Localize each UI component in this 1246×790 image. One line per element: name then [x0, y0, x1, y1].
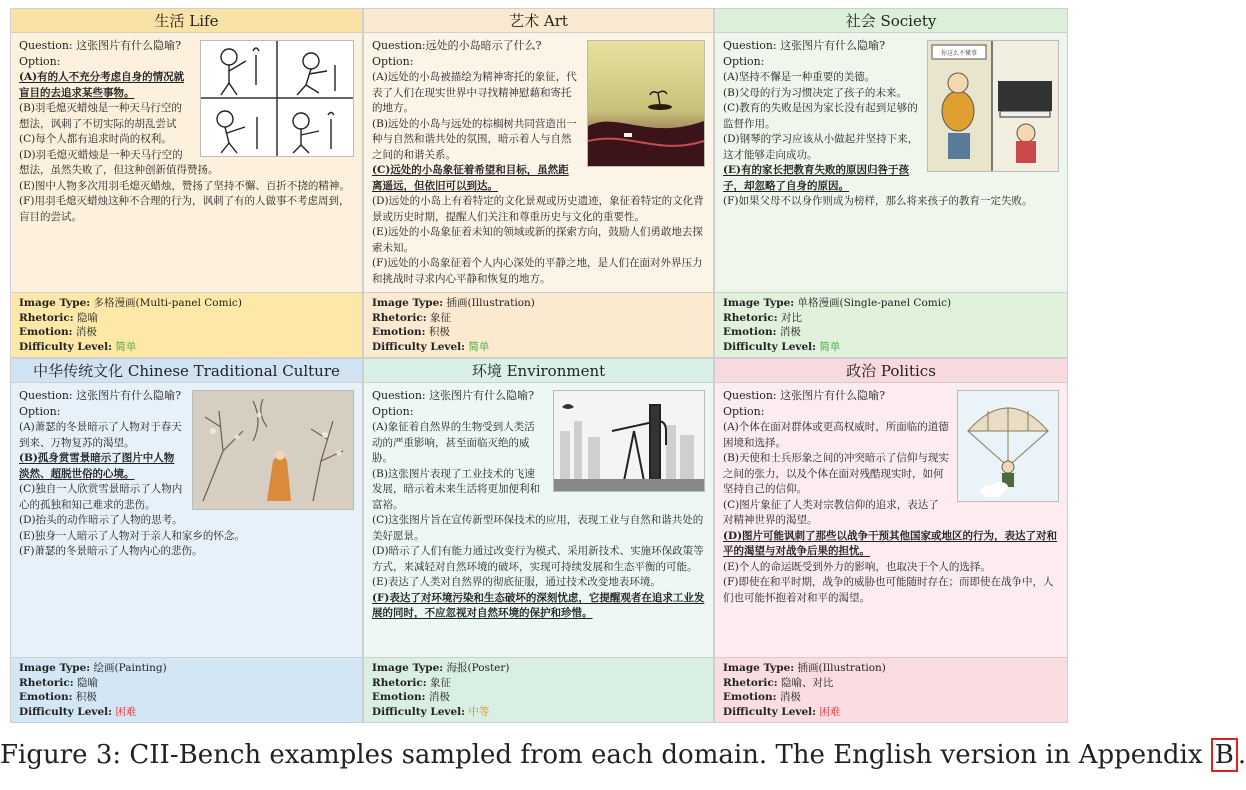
panel-body [364, 384, 713, 626]
question-text: Question: 这张图片有什么隐喻? [723, 389, 886, 402]
option-item: (F)即使在和平时期，战争的威胁也可能随时存在；而即使在战争中，人们也可能怀抱着对和平的渴望。 [723, 576, 1054, 604]
panel-grid [10, 8, 1068, 723]
painting-image [192, 390, 354, 510]
option-item: (F)用羽毛熄灭蜡烛这种不合理的行为，讽刺了有的人做事不考虑周到，盲目的尝试。 [19, 195, 350, 223]
emotion-label: Emotion: [723, 691, 777, 703]
poster-image [553, 390, 705, 492]
emotion-value: 消极 [779, 691, 801, 703]
difficulty-label: Difficulty Level: [723, 340, 817, 353]
option-item: (E)远处的小岛象征着未知的领域或新的探索方向，鼓励人们勇敢地去探索未知。 [372, 226, 703, 254]
emotion-value: 消极 [428, 691, 450, 703]
rhetoric-value: 隐喻 [77, 311, 99, 324]
option-item: (D)钢琴的学习应该从小做起并坚持下来，这才能够走向成功。 [723, 133, 919, 161]
option-label: Option: [19, 55, 61, 68]
option-item: (B)羽毛熄灭蜡烛是一种天马行空的想法，讽刺了不切实际的胡乱尝试 [19, 102, 182, 130]
option-item: (D)抬头的动作暗示了人物的思考。 [19, 514, 183, 526]
rhetoric-label: Rhetoric: [723, 311, 778, 324]
image-type-label: Image Type: [723, 297, 795, 309]
image-type-label: Image Type: [372, 297, 444, 309]
difficulty-label: Difficulty Level: [19, 340, 113, 353]
option-item: (F)萧瑟的冬景暗示了人物内心的悲伤。 [19, 545, 203, 557]
panel-chinese-traditional-culture [10, 358, 363, 723]
option-item: (A)个体在面对群体或更高权威时，所面临的道德困境和选择。 [723, 421, 949, 449]
option-label: Option: [372, 405, 414, 418]
difficulty-label: Difficulty Level: [19, 705, 113, 718]
correct-option: (E)有的家长把教育失败的原因归咎于孩子，却忽略了自身的原因。 [723, 164, 909, 192]
panel-title: 中华传统文化 Chinese Traditional Culture [11, 359, 362, 383]
panel-title: 政治 Politics [715, 359, 1067, 383]
figure-caption [0, 740, 1246, 770]
panel-life [10, 8, 363, 358]
option-item: (A)萧瑟的冬景暗示了人物对于春天到来、万物复苏的渴望。 [19, 421, 182, 449]
emotion-value: 消极 [75, 326, 97, 338]
difficulty-label: Difficulty Level: [723, 705, 817, 718]
panel-meta [11, 292, 362, 357]
rhetoric-value: 象征 [430, 676, 452, 689]
question-text: Question: 这张图片有什么隐喻? [19, 389, 182, 402]
option-item: (C)每个人都有追求时尚的权利。 [19, 133, 172, 145]
question-text: Question: 这张图片有什么隐喻? [723, 39, 886, 52]
panel-body [715, 384, 1067, 610]
question-text: Question: 这张图片有什么隐喻? [372, 389, 535, 402]
multi-panel-comic-image [200, 40, 354, 157]
image-type-value: 海报(Poster) [446, 662, 510, 674]
rhetoric-label: Rhetoric: [19, 311, 74, 324]
caption-end: . [1237, 740, 1246, 770]
panel-meta [11, 657, 362, 722]
option-item: (B)远处的小岛与远处的棕榈树共同营造出一种与自然和谐共处的氛围，暗示着人与自然之间的和谐关系。 [372, 117, 577, 161]
panel-title: 环境 Environment [364, 359, 713, 383]
single-panel-comic-image [927, 40, 1059, 172]
option-label: Option: [372, 55, 414, 68]
correct-option: (F)表达了对环境污染和生态破坏的深刻忧虑，它提醒观者在追求工业发展的同时，不应忽视对自然环境的保护和珍惜。 [372, 591, 705, 619]
panel-body [11, 34, 362, 229]
option-item: (E)图中人物多次用羽毛熄灭蜡烛，赞扬了坚持不懈、百折不挠的精神。 [19, 179, 350, 192]
panel-society [714, 8, 1068, 358]
option-item: (C)这张图片旨在宣传新型环保技术的应用，表现工业与自然和谐共处的美好愿景。 [372, 514, 704, 542]
panel-title: 生活 Life [11, 9, 362, 33]
option-item: (F)如果父母不以身作则成为榜样，那么将来孩子的教育一定失败。 [723, 195, 1033, 207]
correct-option: (D)图片可能讽刺了那些以战争干预其他国家或地区的行为，表达了对和平的渴望与对战争后果的担忧。 [723, 529, 1058, 557]
image-type-label: Image Type: [19, 297, 91, 309]
question-text: Question:远处的小岛暗示了什么? [372, 39, 542, 52]
panel-politics [714, 358, 1068, 723]
option-label: Option: [723, 55, 765, 68]
difficulty-value: 中等 [468, 705, 490, 718]
panel-title: 社会 Society [715, 9, 1067, 33]
caption-text: Figure 3: CII-Bench examples sampled from each domain. The English version in Appendix [0, 740, 1211, 770]
figure [10, 8, 1068, 723]
panel-body [715, 34, 1067, 214]
emotion-label: Emotion: [19, 326, 73, 338]
image-type-value: 多格漫画(Multi-panel Comic) [93, 297, 242, 309]
correct-option: (A)有的人不充分考虑自身的情况就盲目的去追求某些事物。 [19, 71, 185, 99]
emotion-value: 积极 [428, 326, 450, 338]
appendix-link[interactable]: B [1211, 738, 1238, 772]
image-type-value: 单格漫画(Single-panel Comic) [797, 297, 952, 309]
option-label: Option: [723, 405, 765, 418]
option-item: (E)独身一人暗示了人物对于亲人和家乡的怀念。 [19, 529, 245, 542]
image-type-value: 插画(Illustration) [446, 297, 535, 309]
panel-body [11, 384, 362, 564]
correct-option: (C)远处的小岛象征着希望和目标，虽然距离遥远，但依旧可以到达。 [372, 164, 569, 192]
option-label: Option: [19, 405, 61, 418]
option-item: (C)独自一人欣赏雪景暗示了人物内心的孤独和知己难求的悲伤。 [19, 483, 183, 511]
difficulty-value: 困难 [115, 705, 137, 718]
panel-meta [715, 657, 1067, 722]
illustration-island-image [587, 40, 705, 167]
comic-caption: 你这么不懂事 [940, 50, 978, 57]
emotion-label: Emotion: [372, 326, 426, 338]
question-text: Question: 这张图片有什么隐喻? [19, 39, 182, 52]
rhetoric-label: Rhetoric: [372, 311, 427, 324]
correct-option: (B)孤身赏雪景暗示了图片中人物淡然、超脱世俗的心境。 [19, 452, 175, 480]
panel-art [363, 8, 714, 358]
option-item: (D)暗示了人们有能力通过改变行为模式、采用新技术、实施环保政策等方式，来减轻对自然环境的破坏，实现可持续发展和生态平衡的可能。 [372, 545, 704, 573]
panel-meta [364, 657, 713, 722]
rhetoric-label: Rhetoric: [372, 676, 427, 689]
option-item: (B)天使和士兵形象之间的冲突暗示了信仰与现实之间的张力，以及个体在面对残酷现实时，如何坚持自己的信仰。 [723, 452, 949, 495]
emotion-label: Emotion: [723, 326, 777, 338]
emotion-value: 消极 [779, 326, 801, 338]
option-item: (A)远处的小岛被描绘为精神寄托的象征，代表了人们在现实世界中寻找精神慰藉和寄托的地方。 [372, 71, 577, 114]
difficulty-label: Difficulty Level: [372, 705, 466, 718]
image-type-label: Image Type: [723, 662, 795, 674]
emotion-value: 积极 [75, 691, 97, 703]
difficulty-label: Difficulty Level: [372, 340, 466, 353]
option-item: (E)表达了人类对自然界的彻底征服，通过技术改变地表环境。 [372, 576, 661, 588]
panel-title: 艺术 Art [364, 9, 713, 33]
option-item: (B)父母的行为习惯决定了孩子的未来。 [723, 86, 907, 99]
option-item: (A)坚持不懈是一种重要的美德。 [723, 71, 876, 83]
rhetoric-value: 隐喻、对比 [781, 676, 834, 689]
rhetoric-value: 象征 [430, 311, 452, 324]
difficulty-value: 简单 [115, 340, 137, 353]
difficulty-value: 简单 [468, 340, 490, 353]
rhetoric-value: 隐喻 [77, 676, 99, 689]
difficulty-value: 简单 [819, 340, 841, 353]
option-item: (E)个人的命运既受到外力的影响，也取决于个人的选择。 [723, 560, 991, 573]
emotion-label: Emotion: [372, 691, 426, 703]
image-type-label: Image Type: [372, 662, 444, 674]
rhetoric-label: Rhetoric: [19, 676, 74, 689]
option-item: (B)这张图片表现了工业技术的飞速发展，暗示着未来生活将更加便利和富裕。 [372, 467, 540, 511]
image-type-value: 绘画(Painting) [93, 662, 167, 674]
panel-environment [363, 358, 714, 723]
panel-meta [715, 292, 1067, 357]
difficulty-value: 困难 [819, 705, 841, 718]
option-item: (C)教育的失败是因为家长没有起到足够的监督作用。 [723, 102, 918, 130]
option-item: (D)远处的小岛上有着特定的文化景观或历史遗迹，象征着特定的文化背景或历史时期，提醒人们关注和尊重历史与文化的重要性。 [372, 195, 704, 223]
option-item: (A)象征着自然界的生物受到人类活动的严重影响，甚至面临灭绝的威胁。 [372, 421, 535, 464]
emotion-label: Emotion: [19, 691, 73, 703]
option-item: (F)远处的小岛象征着个人内心深处的平静之地，是人们在面对外界压力和挑战时寻求内心平静和恢复的地方。 [372, 257, 703, 285]
panel-body [364, 34, 713, 291]
option-item: (C)图片象征了人类对宗教信仰的追求，表达了对精神世界的渴望。 [723, 498, 939, 526]
image-type-value: 插画(Illustration) [797, 662, 886, 674]
rhetoric-value: 对比 [781, 311, 803, 324]
panel-meta [364, 292, 713, 357]
rhetoric-label: Rhetoric: [723, 676, 778, 689]
parachute-illustration-image [957, 390, 1059, 502]
image-type-label: Image Type: [19, 662, 91, 674]
option-item: (D)羽毛熄灭蜡烛是一种天马行空的想法，虽然失败了，但这种创新值得赞扬。 [19, 148, 219, 176]
